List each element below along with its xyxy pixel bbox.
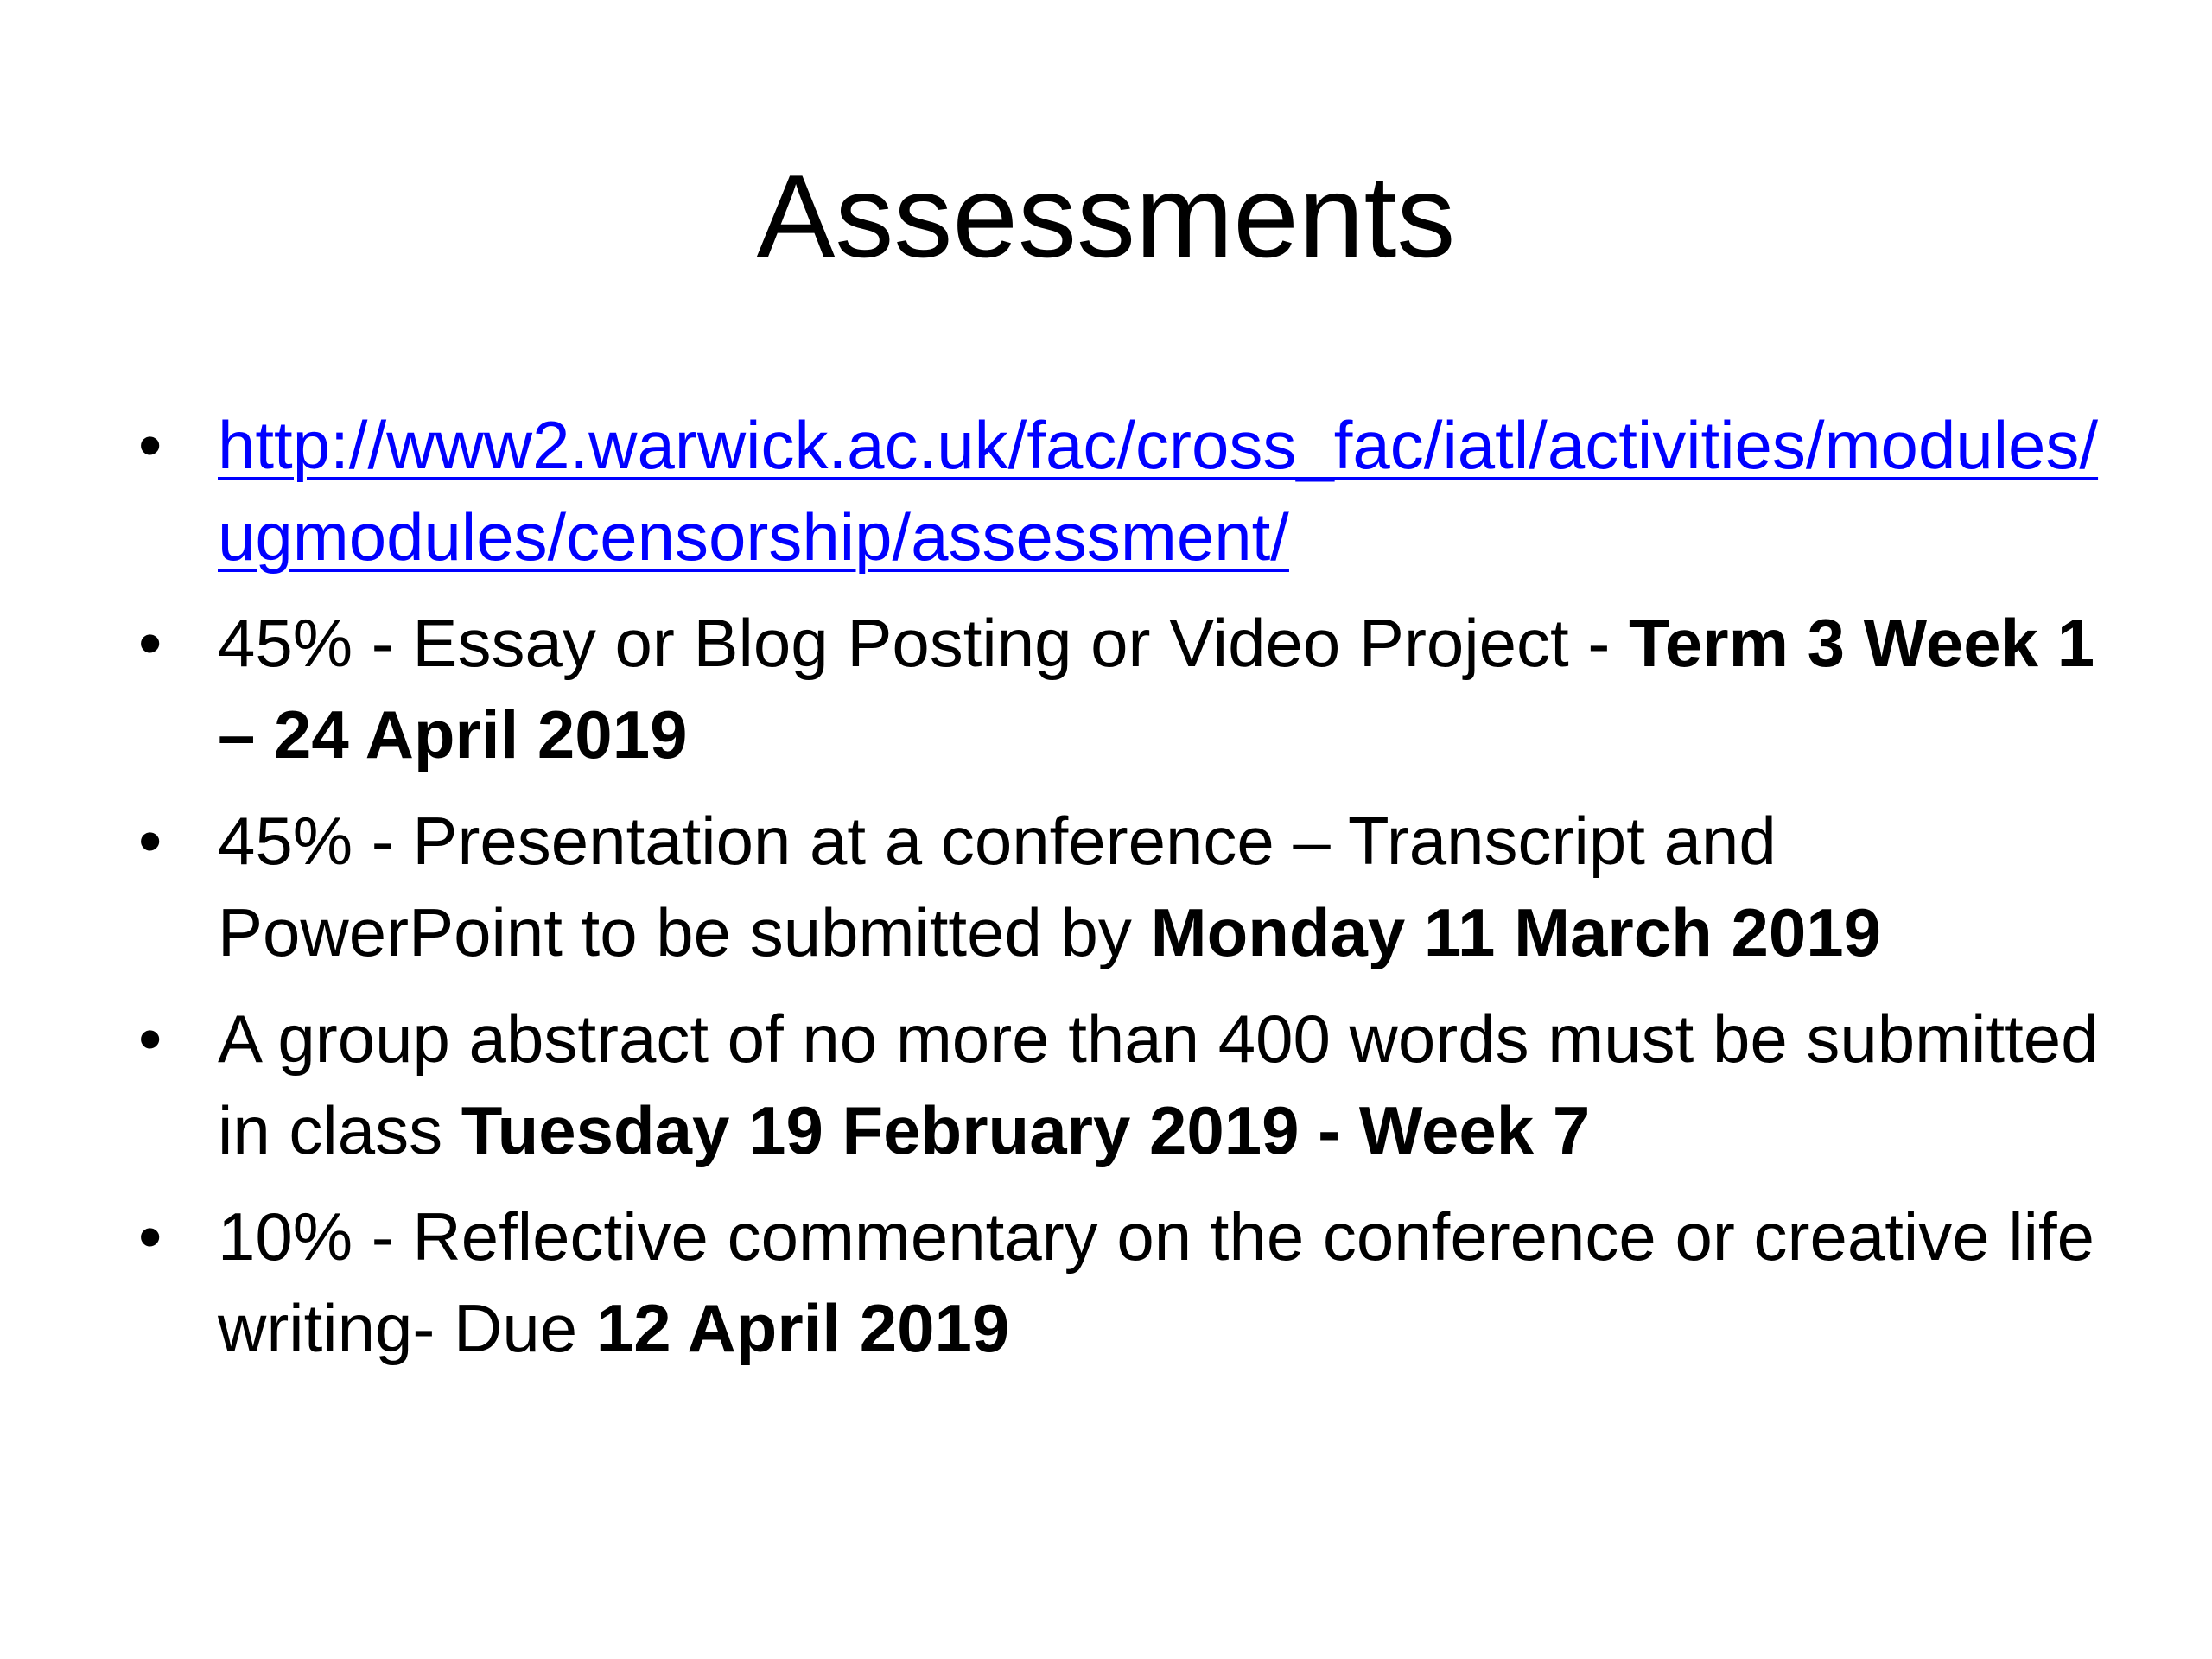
bullet-dot-icon: • [138, 605, 162, 681]
item-text: 45% - Presentation at a conference – Transcript and PowerPoint to be submitted by [218, 803, 1777, 970]
item-deadline: Term 3 Week 1 – 24 April 2019 [218, 605, 2095, 772]
slide-title: Assessments [756, 150, 1456, 282]
list-item-reflective [138, 1191, 2119, 1374]
bullet-dot-icon: • [138, 1198, 162, 1274]
item-text: 45% - Essay or Blog Posting or Video Project - [218, 605, 1630, 681]
list-item-abstract [138, 993, 2119, 1176]
bullet-dot-icon: • [138, 803, 162, 879]
item-text: 10% - Reflective commentary on the conference or creative life writing- Due [218, 1198, 2095, 1366]
bullet-dot-icon: • [138, 407, 162, 483]
assessment-url-link[interactable]: http://www2.warwick.ac.uk/fac/cross_fac/iatl/activities/modules/ugmodules/censorship/assessment/ [218, 407, 2099, 575]
item-text: A group abstract of no more than 400 words must be submitted in class [218, 1001, 2099, 1168]
bullet-list [138, 399, 2119, 1389]
list-item-link [138, 399, 2119, 582]
list-item-presentation [138, 795, 2119, 978]
item-deadline: Monday 11 March 2019 [1150, 894, 1881, 970]
bullet-dot-icon: • [138, 1001, 162, 1077]
item-deadline: Tuesday 19 February 2019 - Week 7 [461, 1092, 1591, 1168]
list-item-essay [138, 597, 2119, 780]
item-deadline: 12 April 2019 [595, 1290, 1010, 1366]
